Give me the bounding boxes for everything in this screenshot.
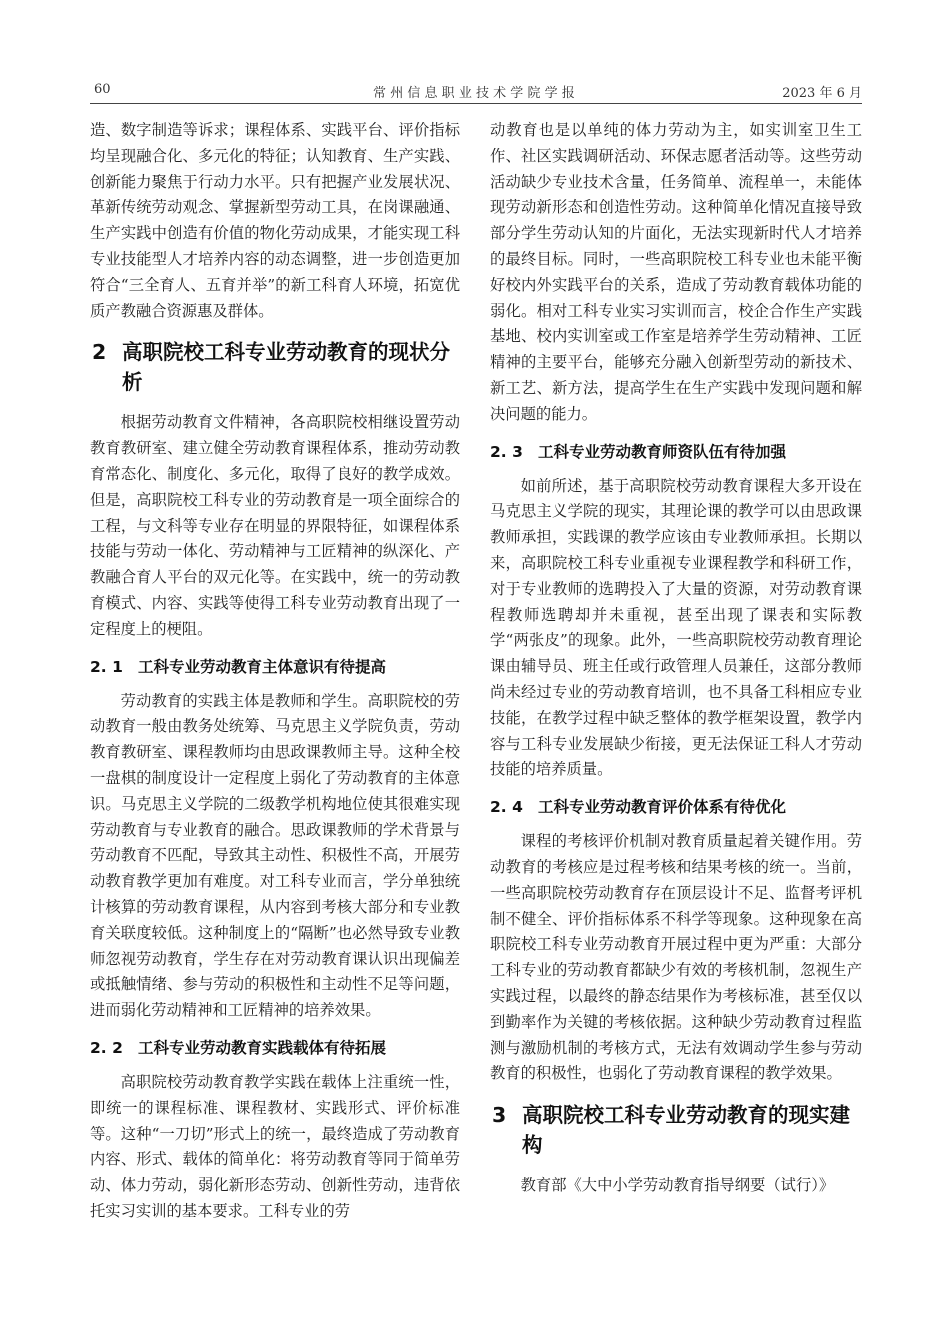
- subsection-title: 工科专业劳动教育主体意识有待提高: [138, 657, 387, 676]
- paragraph: 劳动教育的实践主体是教师和学生。高职院校的劳动教育一般由教务处统筹、马克思主义学院负责，劳动教育教研室、课程教师均由思政课教师主导。这种全校一盘棋的制度设计一定程度上弱化了劳动教育的主体意识。马克思主义学院的二级教学机构地位使其很难实现劳动教育与专业教育的融合。思政课教师的学术背景与劳动教育不匹配，导致其主动性、积极性不高，开展劳动教育教学更加有难度。对工科专业而言，学分单独统计核算的劳动教育课程，从内容到考核大部分和专业教育关联度较低。这种制度上的“隔断”也必然导致专业教师忽视劳动教育，学生存在对劳动教育课认识出现偏差或抵触情绪、参与劳动的积极性和主动性不足等问题，进而弱化劳动精神和工匠精神的培养效果。: [90, 691, 460, 1020]
- section-number: 2: [92, 340, 107, 365]
- issue-date: 2023 年 6 月: [782, 86, 862, 101]
- running-header: [90, 78, 862, 104]
- paragraph: 动教育也是以单纯的体力劳动为主，如实训室卫生工作、社区实践调研活动、环保志愿者活动等。这些劳动活动缺少专业技术含量，任务简单、流程单一，未能体现劳动新形态和创造性劳动。这种简单化情况直接导致部分学生劳动认知的片面化，无法实现新时代人才培养的最终目标。同时，一些高职院校工科专业也未能平衡好校内外实践平台的关系，造成了劳动教育载体功能的弱化。相对工科专业实习实训而言，校企合作生产实践基地、校内实训室或工作室是培养学生劳动精神、工匠精神的主要平台，能够充分融入创新型劳动的新技术、新工艺、新方法，提高学生在生产实践中发现问题和解决问题的能力。: [490, 121, 862, 423]
- subsection-number: 2. 1: [90, 657, 123, 676]
- subsection-heading-2-2: [90, 1036, 460, 1060]
- subsection-title: 工科专业劳动教育实践载体有待拓展: [138, 1038, 387, 1057]
- header-rule: [90, 103, 862, 104]
- subsection-heading-2-3: [490, 440, 862, 464]
- subsection-heading-2-1: [90, 655, 460, 679]
- section-title: 高职院校工科专业劳动教育的现状分析: [122, 340, 450, 395]
- section-number: 3: [492, 1103, 507, 1128]
- journal-title: 常州信息职业技术学院学报: [373, 86, 579, 101]
- paragraph: 造、数字制造等诉求；课程体系、实践平台、评价指标均呈现融合化、多元化的特征；认知教育、生产实践、创新能力聚焦于行动力水平。只有把握产业发展状况、革新传统劳动观念、掌握新型劳动工具，在岗课融通、生产实践中创造有价值的物化劳动成果，才能实现工科专业技能型人才培养内容的动态调整，进一步创造更加符合“三全育人、五育并举”的新工科育人环境，拓宽优质产教融合资源惠及群体。: [90, 121, 460, 320]
- subsection-number: 2. 2: [90, 1038, 123, 1057]
- subsection-heading-2-4: [490, 795, 862, 819]
- page-number: 60: [94, 82, 111, 97]
- paragraph: 课程的考核评价机制对教育质量起着关键作用。劳动教育的考核应是过程考核和结果考核的统一。当前，一些高职院校劳动教育存在顶层设计不足、监督考评机制不健全、评价指标体系不科学等现象。这种现象在高职院校工科专业劳动教育开展过程中更为严重：大部分工科专业的劳动教育都缺少有效的考核机制，忽视生产实践过程，以最终的静态结果作为考核标准，甚至仅以到勤率作为关键的考核依据。这种缺少劳动教育过程监测与激励机制的考核方式，无法有效调动学生参与劳动教育的积极性，也弱化了劳动教育课程的教学效果。: [490, 832, 862, 1083]
- subsection-number: 2. 3: [490, 442, 523, 461]
- subsection-number: 2. 4: [490, 798, 523, 817]
- paragraph: 如前所述，基于高职院校劳动教育课程大多开设在马克思主义学院的现实，其理论课的教学可以由思政课教师承担，实践课的教学应该由专业教师承担。长期以来，高职院校工科专业重视专业课程教学和科研工作，对于专业教师的选聘投入了大量的资源，对劳动教育课程教师选聘却并未重视，甚至出现了课表和实际教学“两张皮”的现象。此外，一些高职院校劳动教育理论课由辅导员、班主任或行政管理人员兼任，这部分教师尚未经过专业的劳动教育培训，也不具备工科相应专业技能，在教学过程中缺乏整体的教学框架设置，教学内容与工科专业发展缺少衔接，更无法保证工科人才劳动技能的培养质量。: [490, 476, 862, 779]
- left-column: [90, 118, 460, 1225]
- paragraph: 教育部《大中小学劳动教育指导纲要（试行）》: [520, 1176, 835, 1195]
- section-heading-2: [90, 337, 460, 397]
- right-column: [490, 118, 862, 1199]
- paragraph: 根据劳动教育文件精神，各高职院校相继设置劳动教育教研室、建立健全劳动教育课程体系，推动劳动教育常态化、制度化、多元化，取得了良好的教学成效。但是，高职院校工科专业的劳动教育是一项全面综合的工程，与文科等专业存在明显的界限特征，如课程体系技能与劳动一体化、劳动精神与工匠精神的纵深化、产教融合育人平台的双元化等。在实践中，统一的劳动教育模式、内容、实践等使得工科专业劳动教育出现了一定程度上的梗阻。: [90, 413, 460, 638]
- section-heading-3: [490, 1100, 862, 1160]
- subsection-title: 工科专业劳动教育师资队伍有待加强: [538, 442, 787, 461]
- subsection-title: 工科专业劳动教育评价体系有待优化: [538, 798, 787, 817]
- section-title: 高职院校工科专业劳动教育的现实建构: [522, 1103, 850, 1158]
- paragraph: 高职院校劳动教育教学实践在载体上注重统一性，即统一的课程标准、课程教材、实践形式、评价标准等。这种“一刀切”形式上的统一，最终造成了劳动教育内容、形式、载体的简单化：将劳动教育等同于简单劳动、体力劳动，弱化新形态劳动、创新性劳动，违背依托实习实训的基本要求。工科专业的劳: [90, 1072, 460, 1220]
